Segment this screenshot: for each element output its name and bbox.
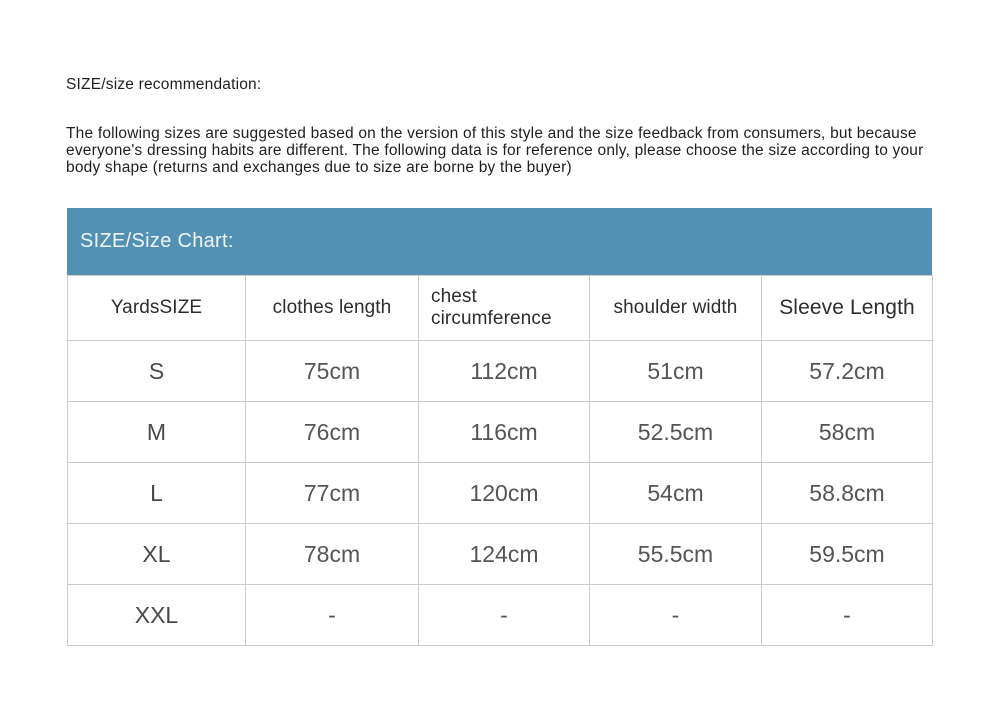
cell-chest: 112cm [419,341,590,402]
table-row-xl [68,524,933,585]
header-cell-shoulder-width: shoulder width [590,276,762,341]
cell-clothes-length: - [246,585,419,646]
table-row-s [68,341,933,402]
cell-sleeve: 57.2cm [762,341,933,402]
size-chart-title-bar [67,208,932,275]
cell-size: S [68,341,246,402]
cell-sleeve: 58.8cm [762,463,933,524]
cell-chest: - [419,585,590,646]
cell-shoulder: 54cm [590,463,762,524]
header-cell-yards-size: YardsSIZE [68,276,246,341]
cell-chest: 124cm [419,524,590,585]
cell-shoulder: 51cm [590,341,762,402]
header-cell-sleeve-length: Sleeve Length [762,276,933,341]
cell-chest: 116cm [419,402,590,463]
cell-sleeve: 58cm [762,402,933,463]
size-chart-table [67,275,933,646]
cell-clothes-length: 78cm [246,524,419,585]
cell-shoulder: - [590,585,762,646]
cell-shoulder: 55.5cm [590,524,762,585]
size-recommendation-text: The following sizes are suggested based on the version of this style and the size feedback from consumers, but because everyone's dressing habits are different. The following data is for reference only, please choose the size according to your body shape (returns and exchanges due to size are borne by the buyer) [66,125,924,177]
cell-size: XXL [68,585,246,646]
table-row-l [68,463,933,524]
table-header-row [68,276,933,341]
size-chart-title: SIZE/Size Chart: [80,230,234,252]
table-row-xxl [68,585,933,646]
cell-size: M [68,402,246,463]
header-cell-chest-circumference: chest circumference [419,276,590,341]
cell-clothes-length: 76cm [246,402,419,463]
cell-sleeve: - [762,585,933,646]
table-row-m [68,402,933,463]
header-cell-clothes-length: clothes length [246,276,419,341]
cell-sleeve: 59.5cm [762,524,933,585]
cell-size: XL [68,524,246,585]
cell-clothes-length: 75cm [246,341,419,402]
cell-clothes-length: 77cm [246,463,419,524]
cell-shoulder: 52.5cm [590,402,762,463]
page-title: SIZE/size recommendation: [66,76,262,93]
cell-chest: 120cm [419,463,590,524]
cell-size: L [68,463,246,524]
